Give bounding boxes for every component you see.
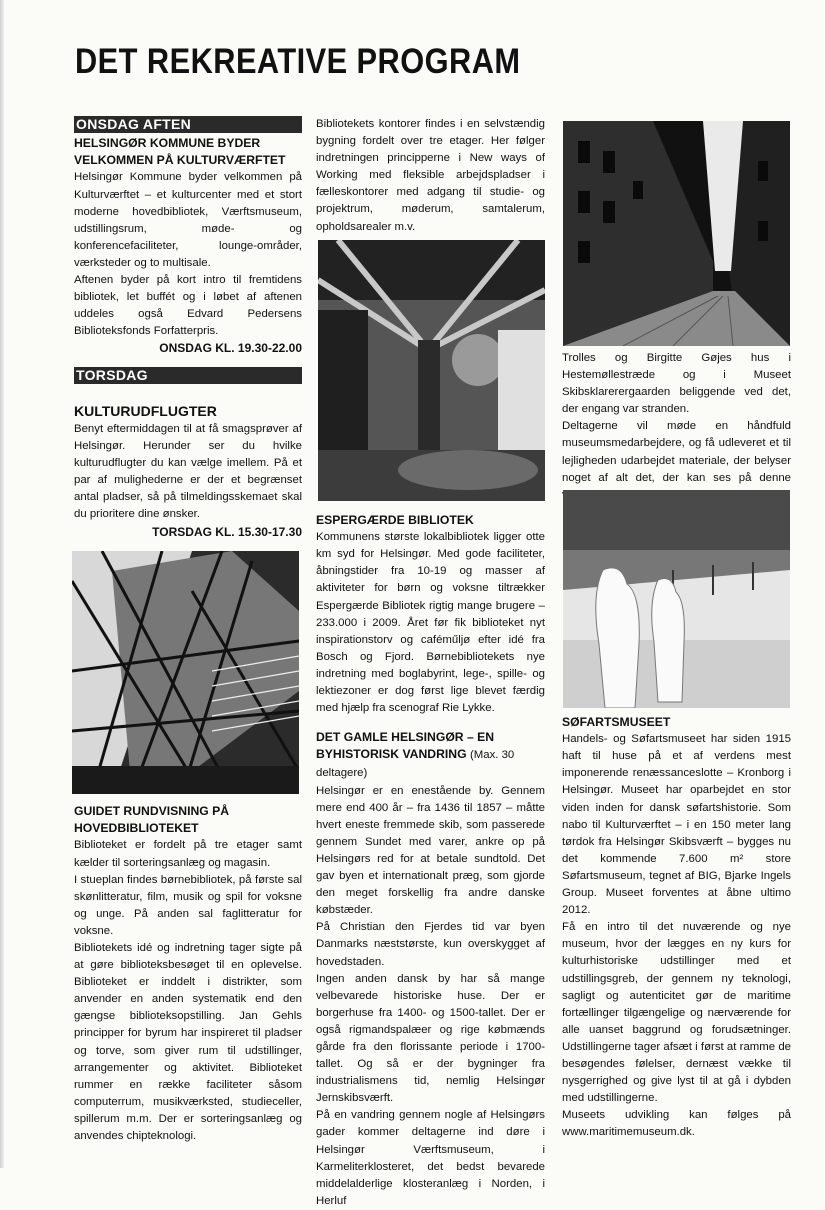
guidet-heading-1: GUIDET RUNDVISNING PÅ [74,804,230,818]
sofart-para-2: Få en intro til det nuværende og nye museum, hvor der lægges en ny kurs for kulturhistoriske udstillinger med et udstillingsgreb, der gennem ny teknologi, sagligt og autenticitet gør de maritime fortællinger tilgængelige og nærværende for alle uanset baggrund og forudsætninger. Udstillingerne tager afsæt i først at ramme de besøgendes følelser, dernæst vække til nysgerrighed og give lyst til at gå i dybden med udstillingerne. [562,921,791,1105]
espergaerde-heading: ESPERGÆRDE BIBLIOTEK [316,513,474,527]
espergaerde-library-photo [318,240,545,501]
espergaerde-para: Kommunens største lokalbibliotek ligger otte km syd for Helsingør. Med gode faciliteter, åbningstider fra 10-19 og masser af aktiviteter for børn og voksne tiltrækker Espergærde Bibliotek rigtig mange brugere – 233.000 i 2009. Året før fik biblioteket nyt inspirationstorv og caféműljø efter idé fra Bosch og Fjord. Børnebibliotekets nye indretning med boglabyrint, lege-, spille- og lektiezoner er dog først lige blevet færdig med hjælp fra scenograf Rie Lykke. [316,531,545,715]
byvandring-para-4: På en vandring gennem nogle af Helsingørs gader kommer deltagerne ind døre i Helsingør Værftsmuseum, i Karmeliterklosteret, det bedst bevarede middelalderlige klosteranlæg i Norden, i Herluf [316,1109,545,1207]
torsdag-heading: KULTURUDFLUGTER [74,403,217,419]
onsdag-time: ONSDAG KL. 19.30-22.00 [159,341,302,356]
byvandring-para-3: Ingen anden dansk by har så mange velbevarede historiske huse. Der er borgerhuse fra 1400- og 1500-tallet. Der er også rigmandspalæer og rige købmænds gårde fra den florissante periode i 1700-tallet. Og så er der bygninger fra industrialismens tid, nemlig Helsingør Jernskibsværft. [316,972,545,1105]
old-street-photo [563,121,790,346]
torsdag-block [74,367,302,541]
onsdag-heading-1: HELSINGØR KOMMUNE BYDER [74,136,261,150]
sofart-block [562,714,791,1141]
scan-edge [0,0,4,1168]
maritime-museum-render [563,490,790,708]
byvandring-block [316,729,545,1210]
trolles-para-2: Deltagerne vil møde en håndfuld museumsmedarbejdere, og få udleveret et til lejligheden udarbejdet materiale, der belyser noget af alt det, der kan ses på denne [562,420,791,484]
onsdag-block [74,116,302,357]
torsdag-time: TORSDAG KL. 15.30-17.30 [152,524,302,539]
page-title: DET REKREATIVE PROGRAM [75,42,521,81]
sofart-para-1: Handels- og Søfartsmuseet har siden 1915 haft til huse på et af verdens mest imponerende renæssanceslotte – Kronborg i Helsingør. Museet har oparbejdet en stor viden inden for dansk søfartshistorie. Som nabo til Kulturværftet – i en 150 meter lang tørdok fra Helsingør Skibsværft – bygges nu det kommende 7.600 m² store Søfartsmuseum, tegnet af BIG, Bjarke Ingels Group. Museet forventes at åbne ultimo 2012. [562,733,791,917]
espergaerde-block [316,512,545,717]
section-label-torsdag: TORSDAG [74,367,302,384]
guidet-heading-2: HOVEDBIBLIOTEKET [74,821,199,836]
trolles-para-1: Trolles og Birgitte Gøjes hus i Hestemøllestræde og i Museet Skibsklarerergaarden beliggende ved det, der engang var stranden. [562,352,791,416]
guidet-para-3: Bibliotekets idé og indretning tager sigte på at gøre biblioteksbesøget til en oplevelse. Biblioteket er inddelt i distrikter, som anvender en anden systematik end den gængse biblioteksopstilling. Jan Gehls principper for byrum har inspireret til pladser og torve, som giver rum til udstillinger, arrangementer og aktivitet. Biblioteket rummer en række faciliteter såsom computerrum, musikværksted, studieceller, spillerum m.m. Der er sorteringsanlæg og anvendes chipteknologi. [74,941,302,1142]
section-label-onsdag: ONSDAG AFTEN [74,116,302,133]
byvandring-heading: DET GAMLE HELSINGØR – EN BYHISTORISK VANDRING [316,730,495,762]
onsdag-para-2: Aftenen byder på kort intro til fremtidens bibliotek, let buffét og i løbet af aftenen uddeles også Edvard Pedersens Biblioteksfonds Forfatterpris. [74,273,302,338]
sofart-para-3: Museets udvikling kan følges på www.maritimemuseum.dk. [562,1109,791,1139]
col2-intro: Bibliotekets kontorer findes i en selvstændig bygning fordelt over tre etager. Her følger indretningen principperne i New ways of Working med fleksible arbejdspladser i fælleskontorer med adgang til studie- og projektrum, møderum, samtalerum, opholdsarealer m.v. [316,118,545,233]
guidet-para-2: I stueplan findes børnebibliotek, på første sal skønlitteratur, film, musik og spil for voksne og unge. På anden sal faglitteratur for voksne. [74,873,302,937]
onsdag-heading-2: VELKOMMEN PÅ KULTURVÆRFTET [74,153,286,168]
byvandring-heading-wrap [316,729,545,783]
byvandring-para-2: På Christian den Fjerdes tid var byen Danmarks næststørste, kun overskygget af hovedstaden. [316,921,545,968]
torsdag-para: Benyt eftermiddagen til at få smagsprøver af Helsingør. Herunder ser du hvilke kulturudflugter du kan vælge imellem. På et par af mulighederne er der et begrænset antal pladser, så på tilmeldingsskemaet skal du prioritere dine ønsker. [74,423,302,521]
onsdag-para-1: Helsingør Kommune byder velkommen på Kulturværftet – et kulturcenter med et stort moderne hovedbibliotek, Værftsmuseum, udstillingsrum, møde- og konferencefaciliteter, lounge-områder, værksteder og to multisale. [74,171,302,269]
byvandring-para-1: Helsingør er en enestående by. Gennem mere end 400 år – fra 1436 til 1857 – måtte hvert eneste fremmede skib, som passerede gennem Sundet med varer, ankre op på Helsingørs red for at betale sundtold. Det gav byen et internationalt præg, som gjorde den meget forskellig fra andre danske købstæder. [316,784,545,917]
col2-intro-block [316,116,545,236]
trolles-block [562,350,791,504]
byvandring-heading-note: (Max. 30 deltagere) [316,749,515,780]
guidet-para-1: Biblioteket er fordelt på tre etager samt kælder til sorteringsanlæg og magasin. [74,839,302,869]
library-interior-photo [72,551,299,794]
guidet-block [74,803,302,1145]
sofart-heading: SØFARTSMUSEET [562,715,671,729]
